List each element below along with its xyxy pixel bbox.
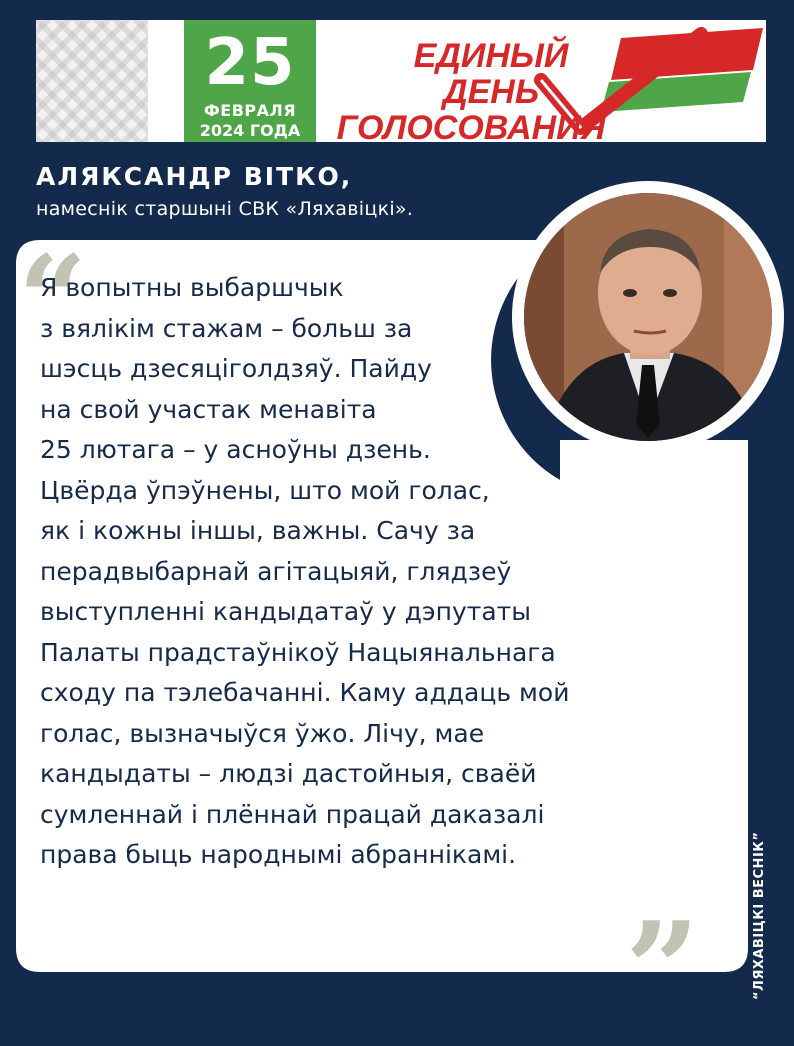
quote-line: шэсць дзесяціголдзяў. Пайду [40, 354, 432, 383]
quote-line: выступленні кандыдатаў у дэпутаты [40, 597, 531, 626]
quote-line: з вялікім стажам – больш за [40, 313, 413, 343]
quote-line: як і кожны іншы, важны. Сачу за [40, 516, 476, 545]
date-month: ФЕВРАЛЯ [203, 101, 297, 120]
quote-line: Палаты прадстаўнікоў Нацыянальнага [40, 637, 556, 667]
date-year: 2024 ГОДА [199, 121, 301, 140]
watermark: “ЛЯХАВІЦКІ ВЕСНІК” [752, 831, 767, 1000]
quote-line: Я вопытны выбаршчык [40, 273, 344, 302]
quote-text [40, 268, 700, 876]
quote-line: Цвёрда ўпэўнены, што мой голас, [40, 475, 490, 505]
quote-line: права быць народнымі абраннікамі. [40, 840, 517, 869]
quote-line: перадвыбарнай агітацыяй, глядзеў [40, 556, 512, 586]
quote-line: сумленнай і плённай працай даказалі [40, 799, 545, 829]
speaker-name: АЛЯКСАНДР ВІТКО, [36, 162, 353, 191]
quote-line: 25 лютага – у асноўны дзень. [40, 435, 431, 464]
date-day: 25 [204, 26, 296, 100]
event-title-line2: ГОЛОСОВАНИЯ [336, 109, 606, 147]
event-title-line1: ЕДИНЫЙ ДЕНЬ [413, 37, 569, 111]
quote-line: кандыдаты – людзі дастойныя, сваёй [40, 759, 537, 788]
quote-line: на свой участак менавіта [40, 394, 377, 424]
quote-line: сходу па тэлебачанні. Каму аддаць мой [40, 678, 570, 707]
quote-line: голас, вызначыўся ўжо. Лічу, мае [40, 718, 485, 748]
open-quote-icon: “ [18, 229, 88, 370]
close-quote-icon: ” [625, 893, 700, 1046]
speaker-role: намеснік старшыні СВК «Ляхавіцкі». [36, 198, 414, 220]
